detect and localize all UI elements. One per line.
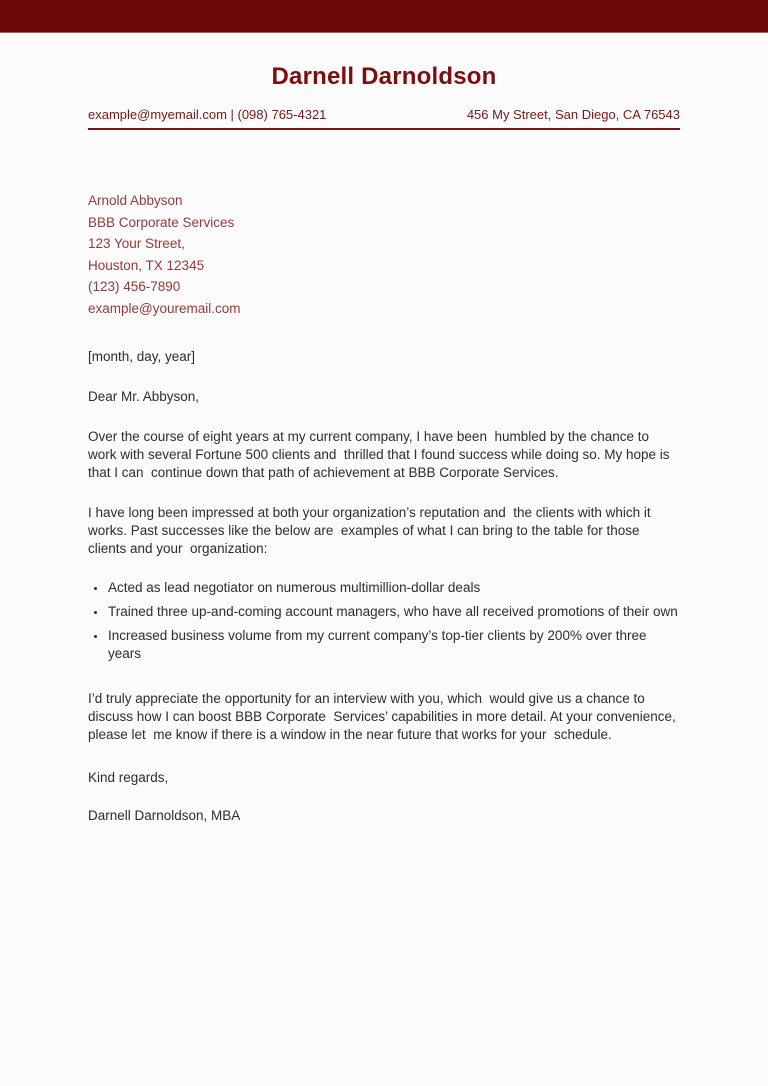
achievements-list [88, 579, 680, 663]
header-contact-row [88, 107, 680, 123]
recipient-email: example@youremail.com [88, 300, 241, 316]
contact-email-phone: example@myemail.com | (098) 765-4321 [88, 107, 327, 122]
header-divider [88, 128, 680, 130]
paragraph-intro: Over the course of eight years at my current company, I have been humbled by the chance to work with several Fortune 500 clients and thrilled that I found success while doing so. My hope is that I can continue down that path of achievement at BBB Corporate Services. [88, 429, 674, 480]
top-accent-bar [0, 0, 768, 33]
paragraph-closing: I’d truly appreciate the opportunity for an interview with you, which would give us a chance to discuss how I can boost BBB Corporate Services’ capabilities in more detail. At your convenience, please let me know if there is a window in the near future that works for your schedule. [88, 691, 680, 742]
salutation: Dear Mr. Abbyson, [88, 389, 200, 404]
recipient-company: BBB Corporate Services [88, 214, 235, 230]
letter-body [88, 190, 680, 825]
date-placeholder: [month, day, year] [88, 349, 196, 364]
recipient-city: Houston, TX 12345 [88, 257, 205, 273]
paragraph-impressed: I have long been impressed at both your organization’s reputation and the clients with which it works. Past successes like the below are examples of what I can bring to the table for those clients and your organization: [88, 505, 655, 556]
achievement-item: • Acted as lead negotiator on numerous multimillion-dollar deals [107, 579, 680, 597]
recipient-phone: (123) 456-7890 [88, 279, 181, 294]
recipient-name: Arnold Abbyson [88, 193, 183, 208]
achievement-item: • Trained three up-and-coming account managers, who have all received promotions of their own [107, 603, 680, 621]
contact-address: 456 My Street, San Diego, CA 76543 [466, 107, 680, 122]
signoff: Kind regards, [88, 770, 169, 785]
signature-name: Darnell Darnoldson, MBA [88, 808, 241, 823]
achievement-item: • Increased business volume from my current company’s top-tier clients by 200% over three years [107, 627, 680, 663]
recipient-street: 123 Your Street, [88, 236, 185, 251]
recipient-block [88, 190, 680, 319]
applicant-name: Darnell Darnoldson [271, 63, 497, 90]
